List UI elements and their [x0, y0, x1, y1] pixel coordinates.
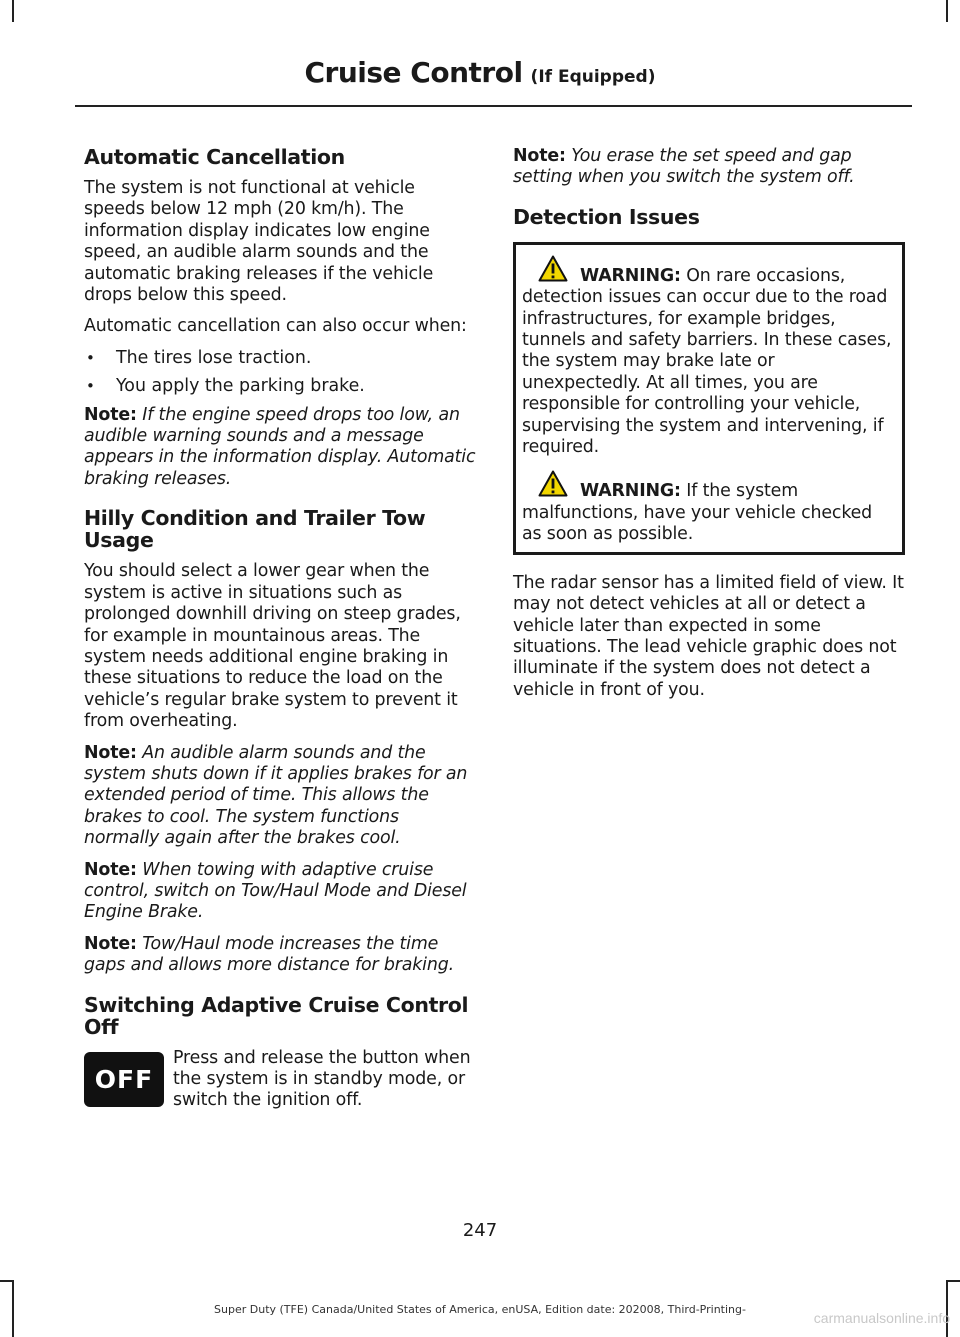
note-label: Note: — [84, 742, 137, 763]
paragraph: You should select a lower gear when the system is active in situations such as prolonged downhill driving on steep grades, for example in mountainous areas. The system needs additional engine braking in these situations to reduce the load on the vehicle’s regular brake system to prevent it from overheating. — [84, 561, 461, 732]
page-number: 247 — [462, 1220, 498, 1241]
note-text: If the engine speed drops too low, an audible warning sounds and a message appears in the information display. Automatic braking releases. — [84, 404, 476, 489]
note-label: Note: — [84, 859, 137, 880]
warning-text: If the system malfunctions, have your vehicle checked as soon as possible. — [522, 481, 873, 545]
note-label: Note: — [513, 146, 566, 166]
heading-hilly-condition: Hilly Condition and Trailer Tow Usage — [84, 506, 426, 553]
note — [84, 860, 476, 924]
warning-label: WARNING: — [580, 265, 681, 286]
note — [513, 146, 905, 189]
heading-automatic-cancellation: Automatic Cancellation — [84, 145, 345, 169]
page-header — [0, 56, 960, 89]
bullet-list — [84, 348, 476, 398]
note — [84, 405, 476, 491]
note-label: Note: — [84, 933, 137, 954]
crop-mark — [946, 1280, 960, 1282]
paragraph: The radar sensor has a limited field of view. It may not detect vehicles at all or detect a vehicle later than expected in some situations. The lead vehicle graphic does not illuminate if the system does not detect a vehicle in front of you. — [513, 572, 904, 700]
warning — [522, 470, 894, 545]
page-title: Cruise Control — [304, 56, 523, 89]
warning-icon — [538, 470, 568, 497]
note-text: You erase the set speed and gap setting when you switch the system off. — [513, 146, 855, 188]
off-instruction — [84, 1048, 476, 1112]
list-item: • You apply the parking brake. — [84, 376, 476, 397]
left-column — [84, 146, 476, 1122]
list-item: • The tires lose traction. — [84, 348, 476, 369]
watermark: carmanualsonline.info — [813, 1310, 950, 1326]
warning-icon — [538, 255, 568, 282]
warning-box — [513, 242, 905, 555]
paragraph: Automatic cancellation can also occur when: — [84, 316, 467, 337]
crop-mark — [946, 0, 948, 22]
off-instruction-text: Press and release the button when the system is in standby mode, or switch the ignition off. — [173, 1047, 471, 1111]
right-column — [513, 146, 905, 711]
warning-text: On rare occasions, detection issues can occur due to the road infrastructures, for example bridges, tunnels and safety barriers. In these cases, the system may brake late or unexpectedly. At all times, you are responsible for controlling your vehicle, supervising the system and intervening, if required. — [522, 265, 892, 458]
note — [84, 934, 476, 977]
edition-footer: Super Duty (TFE) Canada/United States of America, enUSA, Edition date: 202008, Third-Printing- — [214, 1303, 746, 1316]
paragraph: The system is not functional at vehicle speeds below 12 mph (20 km/h). The information display indicates low engine speed, an audible alarm sounds and the automatic braking releases if the vehicle drops below this speed. — [84, 178, 434, 306]
note — [84, 743, 476, 850]
header-divider — [75, 105, 912, 107]
page-title-suffix: (If Equipped) — [530, 67, 656, 87]
off-button-icon: OFF — [84, 1052, 164, 1107]
crop-mark — [12, 0, 14, 22]
warning — [522, 255, 894, 459]
crop-mark — [0, 1280, 14, 1282]
note-label: Note: — [84, 404, 137, 425]
note-text: Tow/Haul mode increases the time gaps and allows more distance for braking. — [84, 933, 454, 976]
heading-switching-off: Switching Adaptive Cruise Control Off — [84, 992, 469, 1039]
warning-label: WARNING: — [580, 481, 681, 502]
heading-detection-issues: Detection Issues — [513, 204, 700, 229]
note-text: When towing with adaptive cruise control, switch on Tow/Haul Mode and Diesel Engine Brake. — [84, 859, 467, 923]
note-text: An audible alarm sounds and the system shuts down if it applies brakes for an extended period of time. This allows the brakes to cool. The system functions normally again after the brakes cool. — [84, 742, 468, 849]
